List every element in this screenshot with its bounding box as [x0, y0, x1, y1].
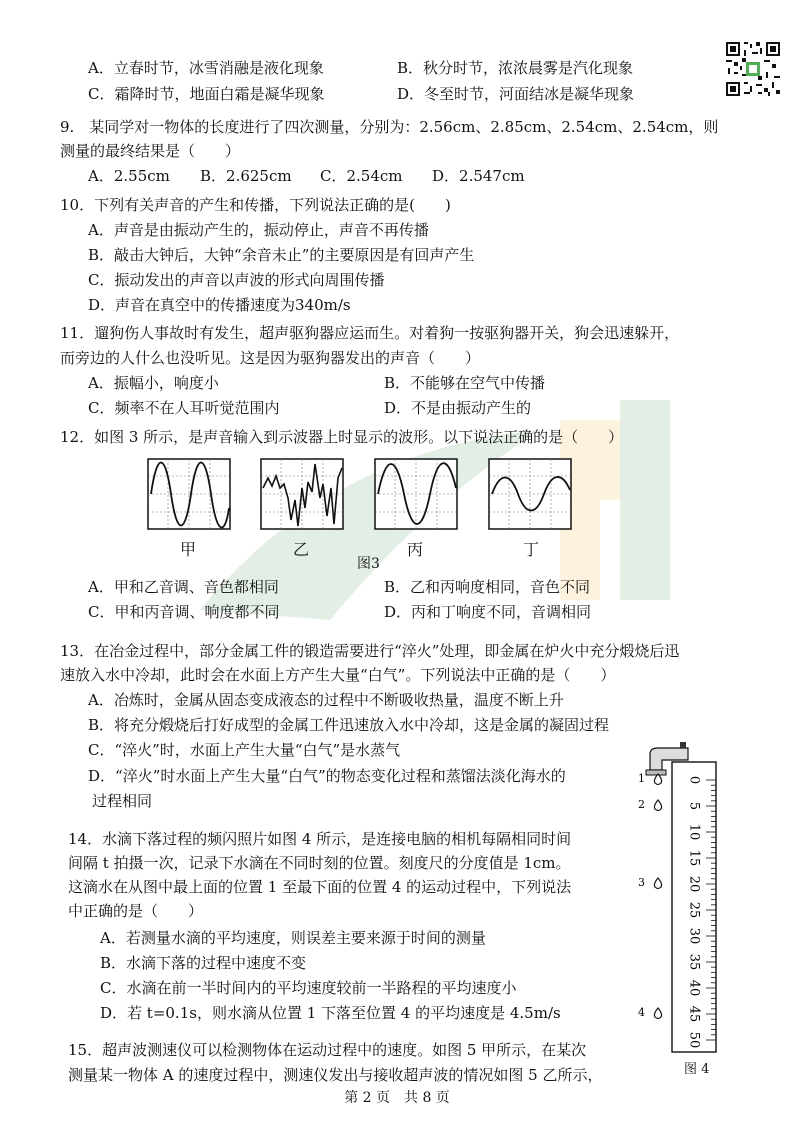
q11-stem-line1: 11．遛狗伤人事故时有发生，超声驱狗器应运而生。对着狗一按驱狗器开关，狗会迅速躲开， — [60, 324, 680, 342]
wave-label-jia: 甲 — [180, 540, 197, 559]
q12-option-b: B．乙和丙响度相同，音色不同 — [384, 578, 591, 596]
water-drop — [654, 774, 661, 785]
ruler-tick-label: 20 — [686, 875, 702, 893]
q13-option-d: D．“淬火”时水面上产生大量“白气”的物态变化过程和蒸馏法淡化海水的 — [88, 767, 566, 785]
q9-option-a: A．2.55cm — [88, 167, 170, 185]
qr-code — [724, 40, 782, 98]
drop-label: 3 — [638, 876, 645, 889]
water-drop — [654, 1008, 661, 1019]
water-drop — [654, 878, 661, 889]
q15-stem-line2: 测量某一物体 A 的速度过程中，测速仪发出与接收超声波的情况如图 5 乙所示， — [68, 1066, 603, 1084]
q14-stem-line1: 14．水滴下落过程的频闪照片如图 4 所示，是连接电脑的相机每隔相同时间 — [68, 830, 572, 848]
ruler-tick-label: 35 — [686, 953, 702, 971]
ruler-tick-label: 10 — [686, 823, 702, 841]
waveform-bing — [374, 458, 458, 530]
q13-stem-line1: 13．在冶金过程中，部分金属工件的锻造需要进行“淬火”处理，即金属在炉火中充分煅烧后迅 — [60, 642, 680, 660]
q11-option-a: A．振幅小，响度小 — [88, 374, 219, 392]
q10-option-c: C．振动发出的声音以声波的形式向周围传播 — [88, 271, 385, 289]
ruler-tick-label: 30 — [686, 927, 702, 945]
q14-option-a: A．若测量水滴的平均速度，则误差主要来源于时间的测量 — [100, 929, 486, 947]
q10-stem: 10．下列有关声音的产生和传播，下列说法正确的是( ) — [60, 196, 451, 214]
q9-option-d: D．2.547cm — [432, 167, 525, 185]
wave-label-bing: 丙 — [407, 540, 424, 559]
figure-3-caption: 图3 — [357, 556, 380, 572]
q14-option-d: D．若 t=0.1s，则水滴从位置 1 下落至位置 4 的平均速度是 4.5m/s — [100, 1004, 561, 1022]
q13-stem-line2: 速放入水中冷却，此时会在水面上方产生大量“白气”。下列说法中正确的是（ ） — [60, 666, 616, 684]
q14-option-c: C．水滴在前一半时间内的平均速度较前一半路程的平均速度小 — [100, 979, 517, 997]
q13-option-d-cont: 过程相同 — [92, 792, 153, 810]
waveform-ding — [488, 458, 572, 530]
waveform-yi — [260, 458, 344, 530]
q10-option-b: B．敲击大钟后，大钟“余音未止”的主要原因是有回声产生 — [88, 246, 475, 264]
waveform-jia — [147, 458, 231, 530]
ruler-tick-label: 25 — [686, 901, 702, 919]
drop-label: 2 — [638, 798, 645, 811]
drop-label: 4 — [638, 1006, 645, 1019]
ruler-tick-label: 5 — [686, 801, 702, 811]
q11-option-b: B．不能够在空气中传播 — [384, 374, 546, 392]
ruler-tick-label: 0 — [686, 775, 702, 785]
q15-stem-line1: 15．超声波测速仪可以检测物体在运动过程中的速度。如图 5 甲所示，在某次 — [68, 1041, 587, 1059]
q11-option-c: C．频率不在人耳听觉范围内 — [88, 399, 280, 417]
ruler-tick-label: 50 — [686, 1031, 702, 1049]
q14-stem-line3: 这滴水在从图中最上面的位置 1 至最下面的位置 4 的运动过程中，下列说法 — [68, 878, 572, 896]
q14-option-b: B．水滴下落的过程中速度不变 — [100, 954, 307, 972]
q11-stem-line2: 而旁边的人什么也没听见。这是因为驱狗器发出的声音（ ） — [60, 349, 481, 367]
q13-option-a: A．冶炼时，金属从固态变成液态的过程中不断吸收热量，温度不断上升 — [88, 691, 564, 709]
q11-option-d: D．不是由振动产生的 — [384, 399, 532, 417]
q9-stem-line1: 9. 某同学对一物体的长度进行了四次测量，分别为：2.56cm、2.85cm、2.54cm、2.54cm，则 — [60, 118, 719, 136]
q12-option-c: C．甲和丙音调、响度都不同 — [88, 603, 280, 621]
q9-stem-line2: 测量的最终结果是（ ） — [60, 142, 241, 160]
q12-stem: 12．如图 3 所示，是声音输入到示波器上时显示的波形。以下说法正确的是（ ） — [60, 428, 624, 446]
ruler-tick-label: 40 — [686, 979, 702, 997]
wave-label-ding: 丁 — [523, 540, 540, 559]
q9-option-b: B．2.625cm — [200, 167, 292, 185]
q12-option-a: A．甲和乙音调、音色都相同 — [88, 578, 279, 596]
q8-option-b: B．秋分时节，浓浓晨雾是汽化现象 — [397, 59, 634, 77]
q10-option-d: D．声音在真空中的传播速度为340m/s — [88, 296, 351, 314]
figure-4-caption: 图 4 — [684, 1062, 710, 1077]
q9-option-c: C．2.54cm — [320, 167, 403, 185]
q8-option-c: C．霜降时节，地面白霜是凝华现象 — [88, 85, 325, 103]
q8-option-d: D．冬至时节，河面结冰是凝华现象 — [397, 85, 635, 103]
q8-option-a: A．立春时节，冰雪消融是液化现象 — [88, 59, 324, 77]
ruler-tick-label: 15 — [686, 849, 702, 867]
q14-stem-line4: 中正确的是（ ） — [68, 902, 204, 920]
q13-option-c: C．“淬火”时，水面上产生大量“白气”是水蒸气 — [88, 741, 401, 759]
q13-option-b: B．将充分煅烧后打好成型的金属工件迅速放入水中冷却，这是金属的凝固过程 — [88, 716, 610, 734]
figure-4-ruler — [630, 740, 720, 1060]
wave-label-yi: 乙 — [293, 540, 310, 559]
water-drop — [654, 800, 661, 811]
drop-label: 1 — [638, 772, 645, 785]
q14-stem-line2: 间隔 t 拍摄一次，记录下水滴在不同时刻的位置。刻度尺的分度值是 1cm。 — [68, 854, 571, 872]
q10-option-a: A．声音是由振动产生的，振动停止，声音不再传播 — [88, 221, 429, 239]
ruler-tick-label: 45 — [686, 1005, 702, 1023]
q12-option-d: D．丙和丁响度不同，音调相同 — [384, 603, 592, 621]
page-footer: 第 2 页 共 8 页 — [344, 1090, 450, 1106]
